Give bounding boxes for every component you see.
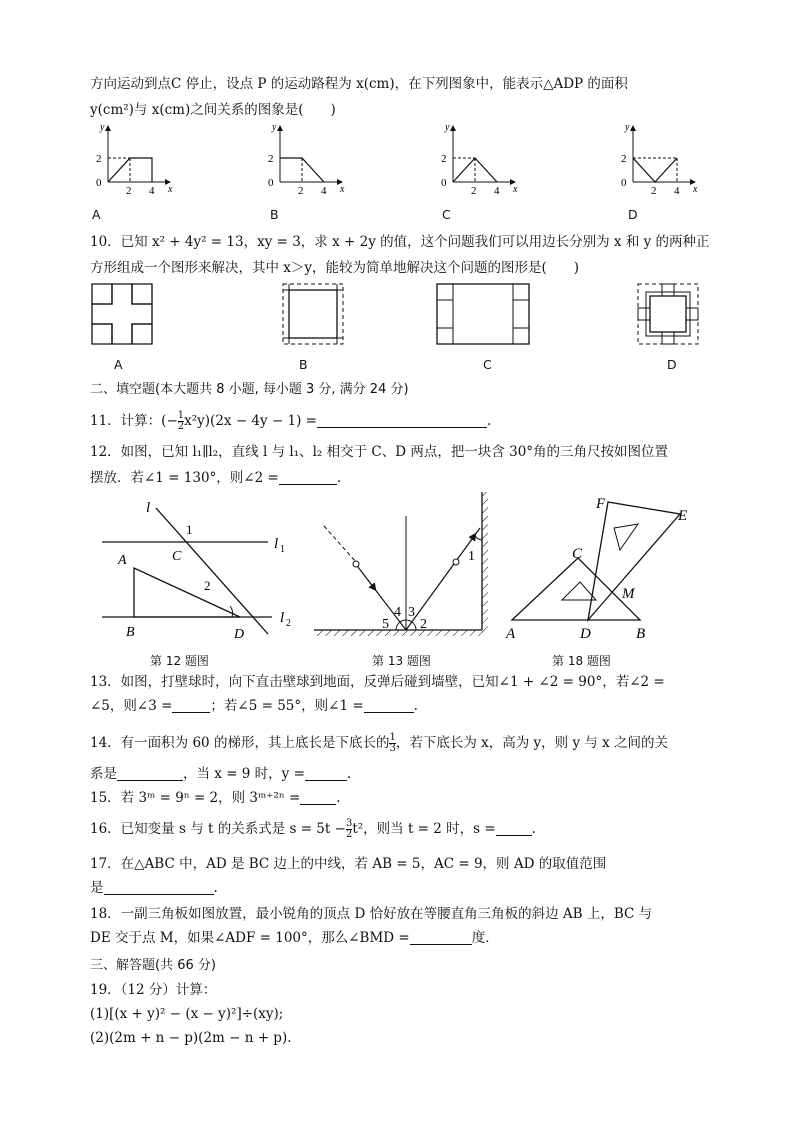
figure-18-caption: 第 18 题图 [552,654,611,668]
q13-line2b: ；若∠5 = 55°，则∠1 = [210,698,364,714]
q18-line2a: DE 交于点 M，如果∠ADF = 100°，那么∠BMD = [90,930,410,946]
q9-line2: y(cm²)与 x(cm)之间关系的图象是( ) [90,102,336,118]
fig13-angle-2: 2 [420,617,427,632]
graph-a-origin: 0 [96,177,102,189]
q16: 16．已知变量 s 与 t 的关系式是 s = 5t − $\frac{3}{2}$ t²，则当 t = 2 时，s = . [90,818,536,840]
graph-b-x: x [340,184,345,195]
q10-figure-b [283,284,343,344]
q9-option-b[interactable]: B [270,207,279,222]
fig18-label-b: B [636,626,646,642]
graph-a [96,122,173,197]
figure-13-caption: 第 13 题图 [372,654,431,668]
q10-figure-c [437,284,529,344]
q17-line2-text: 是 [90,880,104,896]
q11-suffix: x²y)(2x − 4y − 1) = [184,413,317,429]
fig18-label-m: M [622,586,635,602]
q17-answer-blank[interactable] [104,880,214,895]
q12-line2: 摆放．若∠1 = 130°，则∠2 = . [90,470,342,486]
q12-answer-blank[interactable] [279,470,337,485]
section-2-title: 二、填空题(本大题共 8 小题, 每小题 3 分, 满分 24 分) [90,382,409,397]
q15-text: 15．若 3ᵐ = 9ⁿ = 2，则 3ᵐ⁺²ⁿ = [90,790,301,806]
fig13-angle-3: 3 [408,605,415,620]
graph-d-tx2: 4 [674,185,680,197]
q11-prefix: 11．计算：(− [90,413,178,429]
graph-c-x: x [513,184,518,195]
fig12-label-c: C [172,549,182,564]
q14-suffix: ，若下底长为 x，高为 y，则 y 与 x 之间的关 [395,735,669,751]
fig13-angle-5: 5 [382,617,389,632]
fig12-label-l2: l [280,610,285,626]
fig12-angle-1: 1 [186,522,193,537]
q10-figure-a [92,284,152,344]
graph-d-origin: 0 [621,177,627,189]
graph-c [441,122,518,197]
figure-12-caption: 第 12 题图 [150,654,209,668]
graph-b [268,122,345,197]
section-3-title: 三、解答题(共 66 分) [90,958,216,973]
q14-answer-blank-1[interactable] [117,766,183,781]
q14-prefix: 14．有一面积为 60 的梯形，其上底长是下底长的 [90,735,390,751]
q10-option-a[interactable]: A [114,357,123,372]
q14-answer-blank-2[interactable] [305,766,347,781]
fig12-label-b: B [126,625,135,640]
q10-option-c[interactable]: C [483,357,492,372]
fig18-label-d: D [580,626,591,642]
q19-title: 19．（12 分）计算： [90,982,217,998]
graph-a-y: y [100,122,105,133]
graph-c-origin: 0 [441,177,447,189]
graph-d-y: y [625,122,630,133]
q14-line2a: 系是 [90,766,117,782]
q16-suffix: t²，则当 t = 2 时，s = [352,821,496,837]
fig12-label-l1: l [274,536,279,552]
q13-answer-blank-2[interactable] [364,698,414,713]
fig12-label-l1-sub: 1 [280,544,285,555]
graph-a-ty: 2 [96,153,102,165]
q14-line2b: ，当 x = 9 时，y = [183,766,305,782]
q11-answer-blank[interactable] [317,413,487,428]
q18-line2 [90,928,499,948]
q10-figures [88,282,708,350]
graph-d-tx1: 2 [651,185,657,197]
q19-part2: (2)(2m + n − p)(2m − n + p). [90,1030,292,1046]
fig13-angle-1: 1 [468,549,475,564]
q11: 11．计算：(− $\frac{1}{2}$ x²y)(2x − 4y − 1) = . [90,410,492,432]
q10-line2: 方形组成一个图形来解决，其中 x＞y，能较为简单地解决这个问题的图形是( ) [90,260,580,276]
q14-line2: 系是 ，当 x = 9 时，y = . [90,766,352,782]
q14-num: 1 [389,732,396,743]
q9-option-a[interactable]: A [92,207,101,222]
q18-line1: 18．一副三角板如图放置，最小锐角的顶点 D 恰好放在等腰直角三角板的斜边 AB 上，BC 与 [90,906,653,922]
graph-b-y: y [272,122,277,133]
q14-den: 3 [389,743,396,754]
q9-option-d[interactable]: D [628,207,638,222]
fig18-label-a: A [506,626,516,642]
fig12-label-a: A [118,553,127,568]
fig18-label-c: C [572,546,583,562]
q16-num: 3 [345,818,353,829]
q16-answer-blank[interactable] [496,821,532,836]
q12-line2-text: 摆放．若∠1 = 130°，则∠2 = [90,470,279,486]
graph-a-tx1: 2 [126,185,132,197]
fig12-label-l2-sub: 2 [286,618,291,629]
graph-d-x: x [693,184,698,195]
fig18-label-f: F [596,496,606,512]
q10-line1: 10．已知 x² + 4y² = 13，xy = 3，求 x + 2y 的值，这个问题我们可以用边长分别为 x 和 y 的两种正 [90,234,710,250]
q17-line2: 是 . [90,880,218,896]
fig12-angle-2: 2 [204,578,211,593]
fig12-label-d: D [234,627,245,642]
figure-18 [500,488,710,648]
q9-option-c[interactable]: C [442,207,451,222]
fig13-angle-4: 4 [394,605,401,620]
q11-den: 2 [177,421,185,432]
graph-b-tx2: 4 [321,185,327,197]
q9-graphs [88,120,728,200]
q13-line2a: ∠5，则∠3 = [90,698,173,714]
q15-answer-blank[interactable] [300,790,336,805]
q13-answer-blank-1[interactable] [172,698,210,713]
graph-c-tx1: 2 [471,185,477,197]
graph-d-ty: 2 [621,153,627,165]
q15: 15．若 3ᵐ = 9ⁿ = 2，则 3ᵐ⁺²ⁿ = . [90,790,341,806]
q10-figure-d [638,284,698,344]
q17-line1: 17．在△ABC 中，AD 是 BC 边上的中线，若 AB = 5，AC = 9，则 AD 的取值范围 [90,856,607,872]
graph-b-ty: 2 [268,153,274,165]
q18-answer-blank[interactable] [410,930,472,945]
q16-den: 2 [345,829,353,840]
graph-d [621,122,698,197]
graph-a-x: x [168,184,173,195]
q19-part1: (1)[(x + y)² − (x − y)²]÷(xy); [90,1006,284,1022]
q12-line1: 12．如图，已知 l₁∥l₂，直线 l 与 l₁、l₂ 相交于 C、D 两点，把一块含 30°角的三角尺按如图位置 [90,444,669,460]
q10-option-d[interactable]: D [667,357,677,372]
q18-line2b: 度． [471,930,499,946]
graph-a-tx2: 4 [149,185,155,197]
graph-c-ty: 2 [441,153,447,165]
fig18-label-e: E [678,508,688,524]
graph-b-origin: 0 [268,177,274,189]
q13-line1: 13．如图，打壁球时，向下直击壁球到地面，反弹后碰到墙壁，已知∠1 + ∠2 = 90°，若∠2 = [90,674,665,690]
figure-12 [98,494,298,650]
q13-line2: ∠5，则∠3 = ；若∠5 = 55°，则∠1 = . [90,698,418,714]
q16-prefix: 16．已知变量 s 与 t 的关系式是 s = 5t − [90,821,346,837]
q11-num: 1 [177,410,185,421]
q14-line1 [90,730,668,756]
fig12-label-l: l [146,500,151,516]
q10-option-b[interactable]: B [299,357,308,372]
graph-c-tx2: 4 [494,185,500,197]
graph-b-tx1: 2 [298,185,304,197]
graph-c-y: y [445,122,450,133]
figure-13 [310,490,494,650]
q9-line1: 方向运动到点C 停止，设点 P 的运动路程为 x(cm)，在下列图象中，能表示△ADP 的面积 [90,76,628,92]
